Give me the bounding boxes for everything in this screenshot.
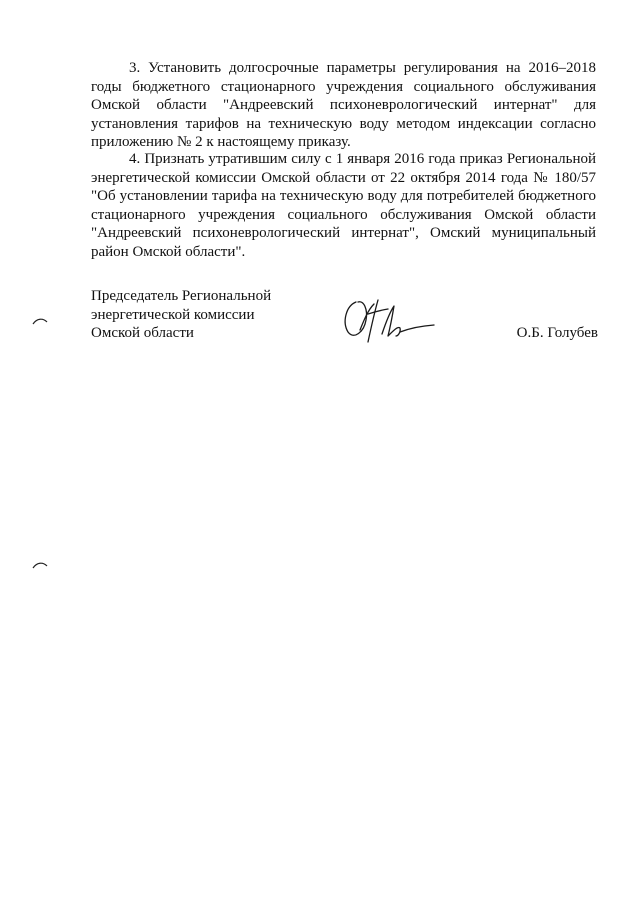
- punch-hole-mark: [31, 560, 49, 570]
- signer-name: О.Б. Голубев: [516, 325, 598, 341]
- paragraph-4-text: 4. Признать утратившим силу с 1 января 2016 года приказ Региональной энергетической комиссии Омской области от 22 октября 2014 года № 180/57 "Об установлении тарифа на техническую воду для потребителей бюджетного стационарного учреждения социального обслуживания Омской области "Андреевский психоневрологический интернат", Омский муниципальный район Омской области".: [91, 151, 596, 260]
- signer-title-line-1: Председатель Региональной: [91, 288, 272, 304]
- signer-title-line-3: Омской области: [91, 325, 194, 341]
- punch-hole-mark: [31, 316, 49, 326]
- signer-title-line-2: энергетической комиссии: [91, 306, 255, 323]
- document-body-paragraph-3: [91, 59, 596, 152]
- paragraph-3-text: 3. Установить долгосрочные параметры регулирования на 2016–2018 годы бюджетного стационарного учреждения социального обслуживания Омской области "Андреевский психоневрологический интернат" для установления тарифов на техническую воду методом индексации согласно приложению № 2 к настоящему приказу.: [91, 60, 596, 150]
- signer-title: [91, 287, 331, 343]
- signature-icon: [338, 292, 438, 347]
- document-body-paragraph-4: [91, 150, 596, 261]
